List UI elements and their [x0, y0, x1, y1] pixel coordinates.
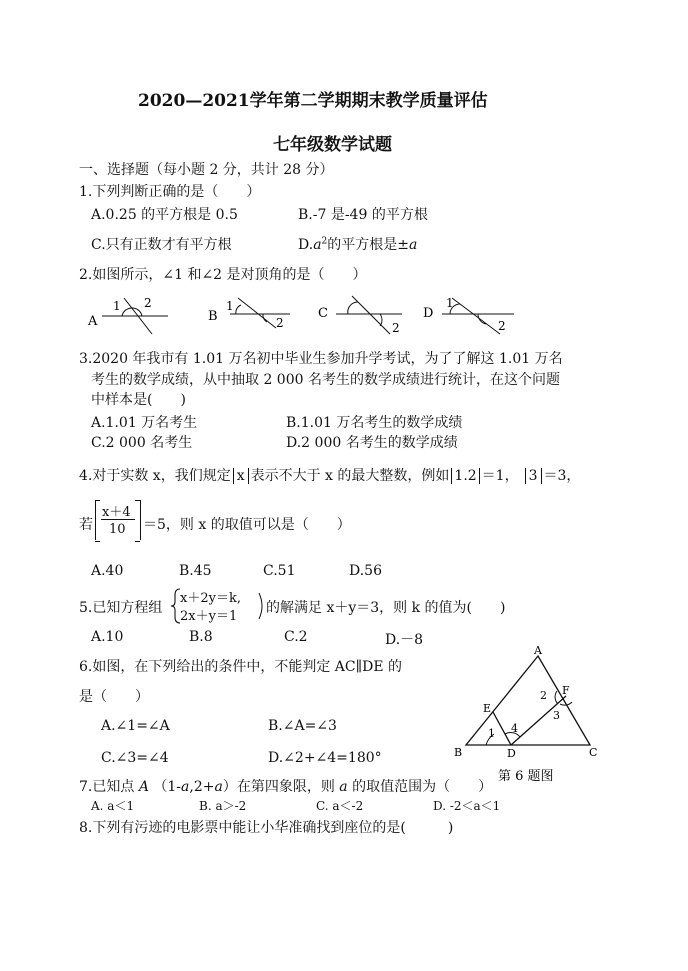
q4-option-b: B.45: [179, 563, 212, 579]
q7-option-d: D. -2＜a＜1: [433, 799, 501, 813]
q4-cond: ＝5，则 x 的取值可以是（ ）: [143, 517, 351, 533]
q1-option-c: C.只有正数才有平方根: [91, 237, 232, 253]
q6-option-a: A.∠1=∠A: [101, 718, 170, 734]
q5-eq1: x＋2y＝k,: [180, 591, 241, 606]
q5-pre: 5.已知方程组: [79, 600, 163, 616]
q2-figure-d: [423, 296, 514, 334]
q4-option-d: D.56: [349, 563, 382, 579]
q4-frac-den: 10: [109, 522, 126, 537]
q6-line2: 是（ ）: [79, 689, 149, 705]
q5-option-d: D.－8: [385, 632, 424, 648]
q4-option-c: C.51: [263, 563, 296, 579]
q6-point-e: E: [483, 702, 492, 715]
q2-label-a: A: [88, 314, 98, 329]
q4-floor-ex1: 1.2: [451, 468, 479, 484]
q3-option-c: C.2 000 名考生: [91, 435, 193, 451]
q6-point-b: B: [454, 746, 463, 759]
q6-angle-4: 4: [511, 722, 518, 735]
q1-option-b: B.-7 是-49 的平方根: [298, 207, 428, 223]
q6-angle-2: 2: [540, 689, 547, 702]
q4-stem: 4.对于实数 x，我们规定 x 表示不大于 x 的最大整数，例如 1.2 ＝1， 3 ＝3，: [79, 468, 581, 484]
q5-paren: [258, 592, 266, 620]
q4-if: 若: [79, 517, 93, 533]
q6-option-b: B.∠A=∠3: [268, 718, 337, 734]
q2-figure-b: [208, 298, 290, 330]
q2-a-angle2: 2: [144, 296, 152, 310]
q1-option-d: $D.a^2$的平方根是±a: [298, 236, 418, 253]
q6-line1: 6.如图，在下列给出的条件中，不能判定 AC∥DE 的: [79, 659, 402, 675]
q6-point-c: C: [589, 746, 598, 759]
exam-title: 2020—2021学年第二学期期末教学质量评估: [138, 91, 488, 111]
q5-option-a: A.10: [91, 629, 124, 645]
q4-floor-ex2: 3: [525, 468, 542, 484]
q3-line2: 考生的数学成绩，从中抽取 2 000 名考生的数学成绩进行统计，在这个问题: [91, 372, 560, 388]
q4-frac-num: x＋4: [102, 505, 131, 520]
q4-option-a: A.40: [91, 563, 124, 579]
q6-point-a: A: [534, 644, 542, 657]
q5-eq2: 2x＋y＝1: [180, 609, 238, 624]
q7-option-b: B. a＞-2: [199, 799, 247, 813]
q3-option-b: B.1.01 万名考生的数学成绩: [286, 415, 463, 431]
q2-b-angle2: 2: [276, 316, 284, 330]
q7-option-a: A. a＜1: [91, 799, 135, 813]
q2-c-angle2: 2: [392, 321, 400, 335]
q1-option-a: A.0.25 的平方根是 0.5: [91, 207, 238, 223]
q6-option-c: C.∠3=∠4: [101, 750, 169, 766]
q2-stem: 2.如图所示，∠1 和∠2 是对顶角的是（ ）: [79, 267, 367, 283]
q6-angle-3: 3: [553, 709, 560, 722]
q3-line1: 3.2020 年我市有 1.01 万名初中毕业生参加升学考试，为了了解这 1.01 万名: [79, 351, 563, 367]
q8-stem: 8.下列有污迹的电影票中能让小华准确找到座位的是( ): [79, 820, 454, 836]
q2-figures: [80, 292, 520, 338]
q4-frac-bar: [101, 519, 135, 520]
q2-figure-a: [87, 296, 168, 334]
q1-stem: 1.下列判断正确的是（ ）: [79, 184, 261, 200]
q6-caption: 第 6 题图: [498, 769, 554, 784]
q3-option-d: D.2 000 名考生的数学成绩: [286, 435, 458, 451]
q3-line3: 中样本是( ): [91, 392, 186, 408]
q6-point-f: F: [562, 684, 570, 697]
q5-option-c: C.2: [284, 629, 308, 645]
q6-point-d: D: [507, 747, 516, 760]
q4-bracket-left-caps: [95, 500, 100, 542]
q6-option-d: D.∠2+∠4=180°: [268, 750, 382, 766]
q7-stem: 7.已知点 A （1-a,2+a）在第四象限，则 a 的取值范围为（ ）: [79, 779, 493, 795]
q2-d-angle2: 2: [498, 319, 506, 333]
q2-a-angle1: 1: [113, 299, 121, 313]
q2-label-c: C: [318, 306, 328, 321]
q6-angle-1: 1: [488, 727, 495, 740]
q5-option-b: B.8: [189, 629, 213, 645]
q4-bracket-right-caps: [135, 500, 140, 542]
q4-floor-x: x: [233, 468, 249, 484]
q2-figure-c: [318, 296, 402, 335]
exam-subtitle: 七年级数学试题: [273, 135, 392, 155]
section-heading: 一、选择题（每小题 2 分，共计 28 分）: [79, 162, 334, 178]
q3-option-a: A.1.01 万名考生: [91, 415, 198, 431]
q5-post: 的解满足 x＋y＝3，则 k 的值为( ): [266, 600, 506, 616]
q2-b-angle1: 1: [226, 299, 234, 313]
q2-label-b: B: [208, 309, 218, 324]
q2-d-angle1: 1: [446, 296, 454, 310]
q2-label-d: D: [423, 306, 434, 321]
q7-option-c: C. a＜-2: [316, 799, 364, 813]
